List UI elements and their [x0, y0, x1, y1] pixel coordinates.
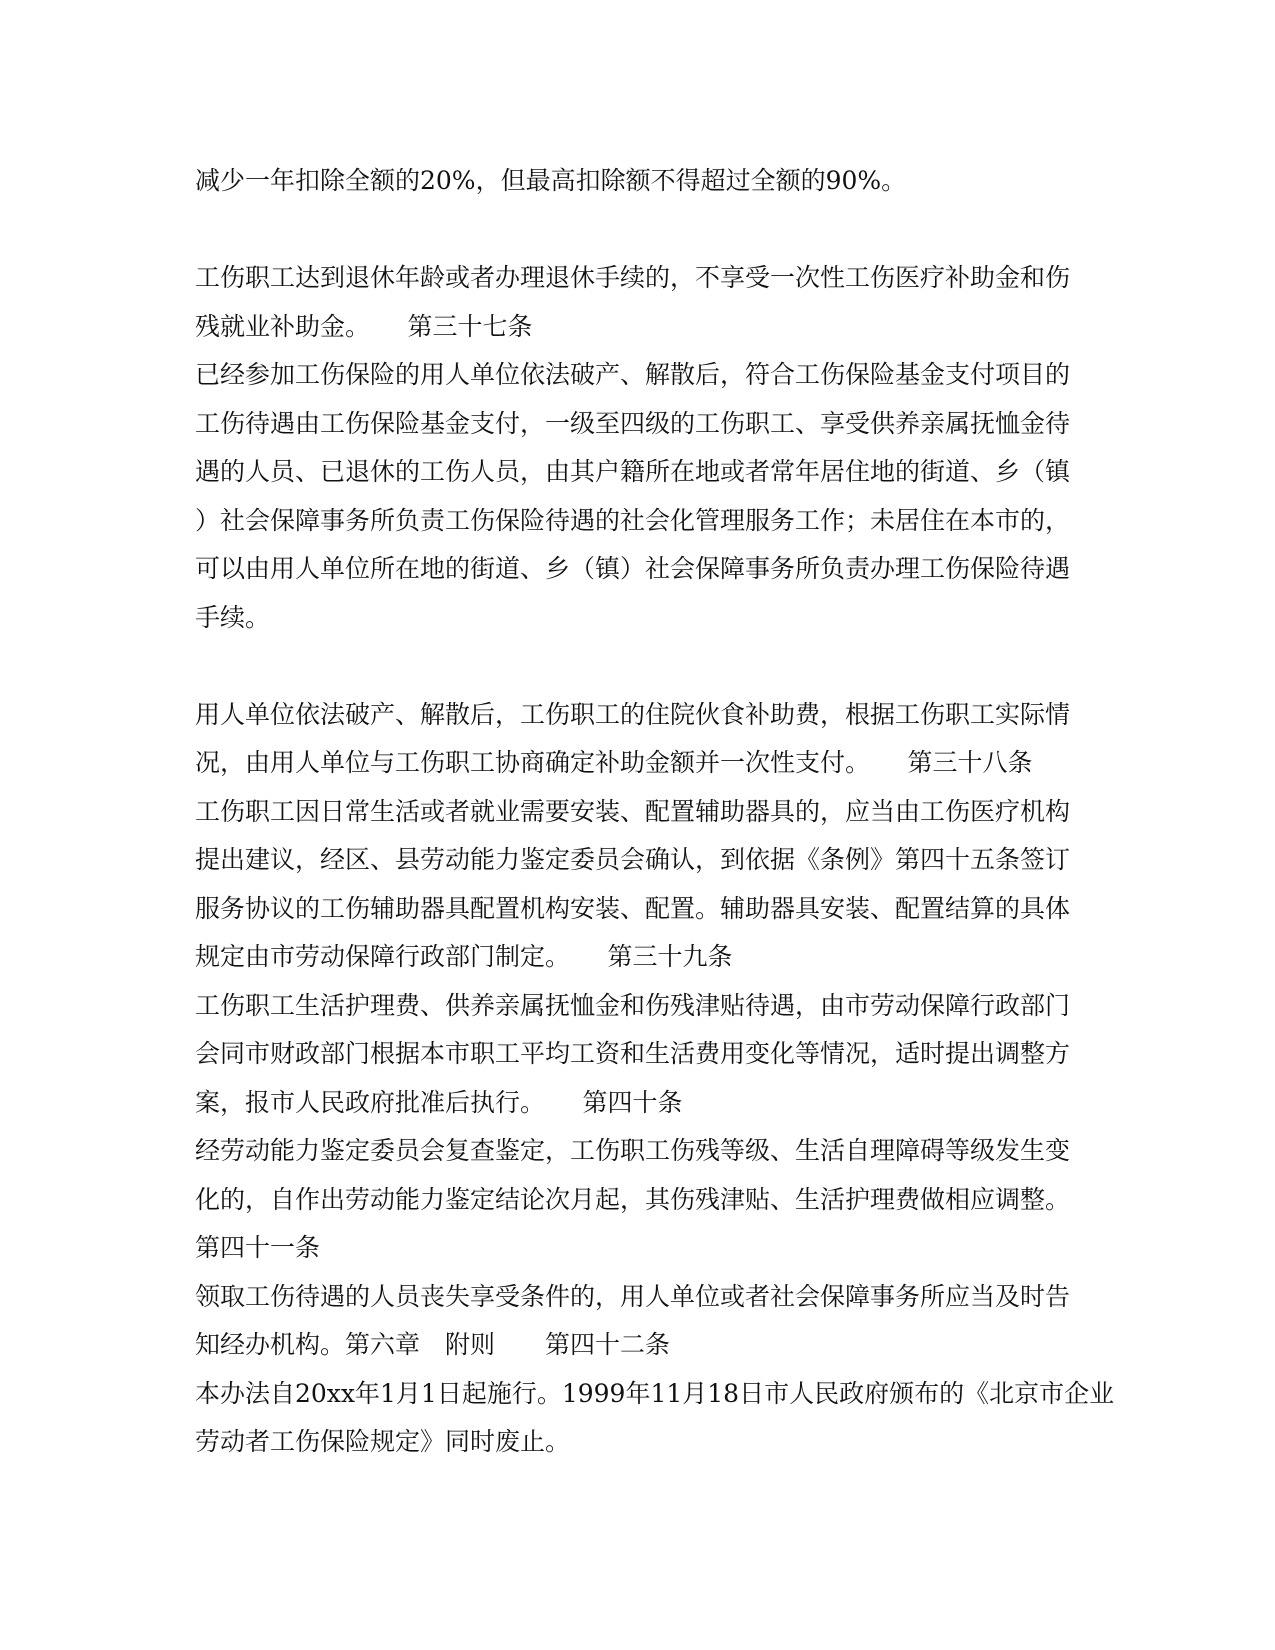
text-line: 已经参加工伤保险的用人单位依法破产、解散后，符合工伤保险基金支付项目的: [195, 360, 1071, 389]
text-line: 减少一年扣除全额的20%，但最高扣除额不得超过全额的90%。: [195, 166, 907, 195]
text-line: 工伤职工生活护理费、供养亲属抚恤金和伤残津贴待遇，由市劳动保障行政部门: [195, 990, 1071, 1020]
text-line: 残就业补助金。 第三十七条: [195, 311, 533, 341]
text-line: 本办法自20xx年1月1日起施行。1999年11月18日市人民政府颁布的《北京市企业: [195, 1378, 1115, 1408]
text-line: 用人单位依法破产、解散后，工伤职工的住院伙食补助费，根据工伤职工实际情: [195, 699, 1071, 729]
paragraph-gap: [195, 206, 1075, 255]
text-line: 工伤职工因日常生活或者就业需要安装、配置辅助器具的，应当由工伤医疗机构: [195, 796, 1071, 826]
text-line: 工伤待遇由工伤保险基金支付，一级至四级的工伤职工、享受供养亲属抚恤金待: [195, 408, 1071, 438]
text-line: 经劳动能力鉴定委员会复查鉴定，工伤职工伤残等级、生活自理障碍等级发生变: [195, 1136, 1071, 1165]
text-line: 化的，自作出劳动能力鉴定结论次月起，其伤残津贴、生活护理费做相应调整。: [195, 1184, 1071, 1214]
text-line: 会同市财政部门根据本市职工平均工资和生活费用变化等情况，适时提出调整方: [195, 1039, 1071, 1068]
text-line: 规定由市劳动保障行政部门制定。 第三十九条: [195, 942, 733, 971]
text-line: 劳动者工伤保险规定》同时废止。: [195, 1427, 571, 1456]
text-line: 工伤职工达到退休年龄或者办理退休手续的，不享受一次性工伤医疗补助金和伤: [195, 263, 1071, 292]
text-line: 案，报市人民政府批准后执行。 第四十条: [195, 1087, 683, 1117]
text-line: 可以由用人单位所在地的街道、乡（镇）社会保障事务所负责办理工伤保险待遇: [195, 554, 1071, 583]
text-line: 手续。: [195, 602, 271, 632]
text-line: 第四十一条: [195, 1233, 321, 1262]
text-line: 服务协议的工伤辅助器具配置机构安装、配置。辅助器具安装、配置结算的具体: [195, 893, 1071, 923]
document-body: [195, 157, 1115, 1467]
text-line: 遇的人员、已退休的工伤人员，由其户籍所在地或者常年居住地的街道、乡（镇: [195, 457, 1071, 486]
text-line: 况，由用人单位与工伤职工协商确定补助金额并一次性支付。 第三十八条: [195, 748, 1033, 777]
text-line: 提出建议，经区、县劳动能力鉴定委员会确认，到依据《条例》第四十五条签订: [195, 845, 1071, 874]
paragraph-gap: [195, 642, 1075, 691]
text-line: ）社会保障事务所负责工伤保险待遇的社会化管理服务工作；未居住在本市的，: [195, 505, 1071, 535]
text-line: 知经办机构。第六章 附则 第四十二条: [195, 1330, 671, 1359]
text-line: 领取工伤待遇的人员丧失享受条件的，用人单位或者社会保障事务所应当及时告: [195, 1281, 1071, 1311]
